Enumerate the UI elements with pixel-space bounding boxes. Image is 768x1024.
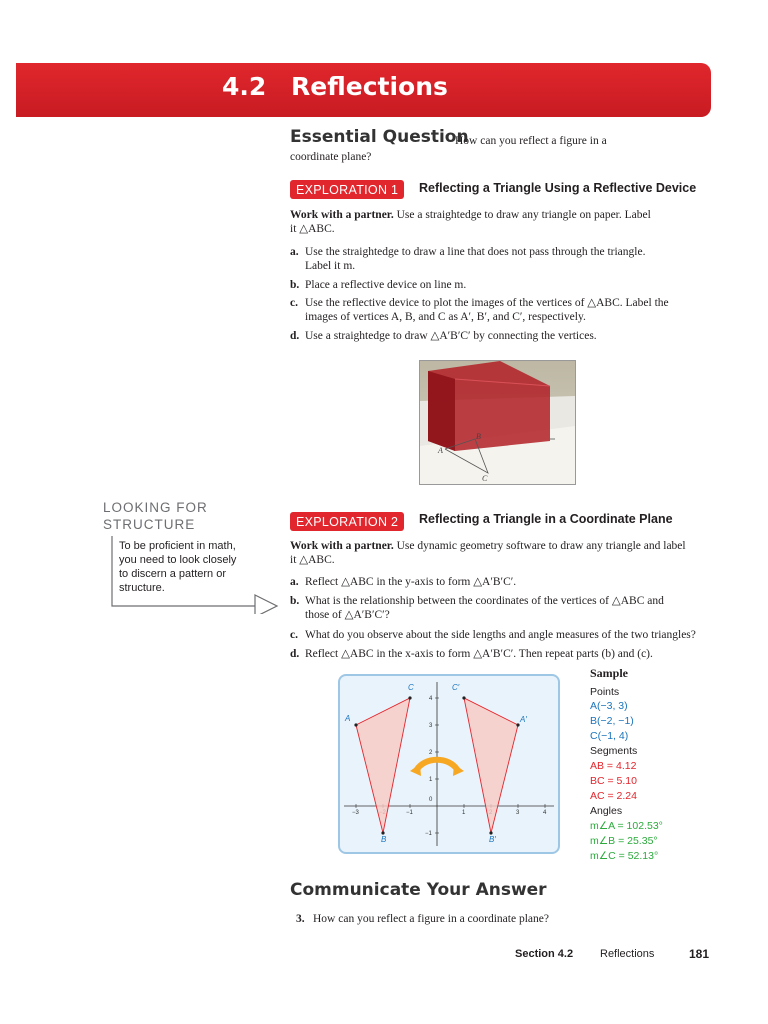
exploration-1-item-d-letter: d. — [290, 330, 300, 342]
footer-section: Section 4.2 — [515, 948, 574, 960]
footer-title: Reflections — [600, 948, 655, 960]
point-c: C(−1, 4) — [590, 730, 629, 742]
angle-b: m∠B = 25.35° — [590, 835, 658, 847]
exploration-1-item-c-line2: images of vertices A, B, and C as A′, B′, and C′, respectively. — [305, 311, 586, 323]
exploration-1-item-b-letter: b. — [290, 279, 300, 291]
y-tick-1: 1 — [429, 777, 433, 783]
lfs-title-line1: LOOKING FOR — [103, 500, 208, 515]
segment-ac: AC = 2.24 — [590, 790, 637, 802]
exploration-2-title: Reflecting a Triangle in a Coordinate Plane — [419, 512, 673, 526]
photo-label-a: A — [438, 446, 443, 455]
exploration-2-intro-line1: Use dynamic geometry software to draw any triangle and label — [396, 540, 686, 552]
exploration-2-item-a-line1: Reflect △ABC in the y-axis to form △A′B′C′. — [305, 576, 517, 588]
exploration-2-item-d-letter: d. — [290, 648, 300, 660]
exploration-1-item-a-letter: a. — [290, 246, 299, 258]
section-title: Reflections — [291, 72, 448, 101]
coordinate-graph-frame — [338, 674, 560, 854]
essential-question-text-2: coordinate plane? — [290, 151, 372, 163]
y-tick-2: 2 — [429, 750, 433, 756]
lfs-title-line2: STRUCTURE — [103, 517, 196, 532]
exploration-1-title: Reflecting a Triangle Using a Reflective Device — [419, 181, 697, 195]
angle-c: m∠C = 52.13° — [590, 850, 659, 862]
section-number: 4.2 — [222, 72, 267, 101]
angles-label: Angles — [590, 805, 623, 817]
vertex-a — [354, 723, 357, 726]
exploration-1-intro-line2: it △ABC. — [290, 223, 335, 235]
points-label: Points — [590, 686, 620, 698]
label-c-prime: C′ — [452, 683, 460, 692]
triangle-abc — [356, 698, 410, 833]
x-tick-4: 4 — [543, 810, 547, 816]
exploration-1-intro-bold: Work with a partner. — [290, 209, 394, 221]
exploration-2-intro-line2: it △ABC. — [290, 554, 335, 566]
exploration-2-item-c-letter: c. — [290, 629, 298, 641]
segments-label: Segments — [590, 745, 638, 757]
exploration-2-item-b-line1: What is the relationship between the coordinates of the vertices of △ABC and — [305, 595, 664, 607]
exploration-1-item-a-line1: Use the straightedge to draw a line that does not pass through the triangle. — [305, 246, 646, 258]
coordinate-graph — [340, 676, 558, 852]
label-a-prime: A′ — [520, 715, 527, 724]
exploration-2-item-b-letter: b. — [290, 595, 300, 607]
segment-ab: AB = 4.12 — [590, 760, 637, 772]
exploration-1-intro — [290, 208, 720, 222]
lfs-line-2: you need to look closely — [119, 554, 237, 566]
exploration-1-intro-line1: Use a straightedge to draw any triangle on paper. Label — [396, 209, 651, 221]
exploration-1-item-d-line1: Use a straightedge to draw △A′B′C′ by connecting the vertices. — [305, 330, 597, 342]
page-number: 181 — [689, 947, 710, 961]
label-b-prime: B′ — [489, 835, 496, 844]
question-text: How can you reflect a figure in a coordinate plane? — [313, 913, 549, 925]
exploration-2-item-d-line1: Reflect △ABC in the x-axis to form △A′B′C′. Then repeat parts (b) and (c). — [305, 648, 653, 660]
lfs-line-1: To be proficient in math, — [119, 540, 236, 552]
question-number: 3. — [296, 913, 305, 925]
point-b: B(−2, −1) — [590, 715, 634, 727]
segment-bc: BC = 5.10 — [590, 775, 637, 787]
photo-label-c: C — [482, 474, 488, 483]
lfs-line-4: structure. — [119, 582, 165, 594]
label-c: C — [408, 683, 414, 692]
essential-question-text-1: How can you reflect a figure in a — [455, 135, 607, 147]
exploration-2-intro-bold: Work with a partner. — [290, 540, 394, 552]
exploration-2-intro — [290, 539, 720, 553]
x-tick-3: 3 — [516, 810, 520, 816]
y-tick-4: 4 — [429, 696, 433, 702]
looking-for-structure-text — [119, 539, 259, 595]
exploration-1-item-b-line1: Place a reflective device on line m. — [305, 279, 467, 291]
exploration-2-item-a-letter: a. — [290, 576, 299, 588]
angle-a: m∠A = 102.53° — [590, 820, 663, 832]
exploration-1-item-c-letter: c. — [290, 297, 298, 309]
vertex-c — [408, 696, 411, 699]
looking-for-structure-title — [103, 499, 243, 533]
lfs-line-3: to discern a pattern or — [119, 568, 227, 580]
x-tick-neg1: −1 — [406, 810, 413, 816]
exploration-2-badge: EXPLORATION 2 — [290, 512, 404, 531]
point-a: A(−3, 3) — [590, 700, 628, 712]
reflective-device-photo — [419, 360, 576, 485]
x-tick-neg3: −3 — [352, 810, 359, 816]
label-a: A — [345, 714, 351, 723]
y-tick-3: 3 — [429, 723, 433, 729]
sample-heading: Sample — [590, 666, 629, 680]
essential-question-heading: Essential Question — [290, 127, 469, 147]
origin-label: 0 — [429, 797, 433, 803]
exploration-1-badge: EXPLORATION 1 — [290, 180, 404, 199]
photo-illustration — [420, 361, 575, 484]
communicate-heading: Communicate Your Answer — [290, 880, 547, 900]
photo-label-b: B — [476, 432, 481, 441]
exploration-2-item-b-line2: those of △A′B′C′? — [305, 609, 390, 621]
x-tick-1: 1 — [462, 810, 466, 816]
exploration-2-item-c-line1: What do you observe about the side lengths and angle measures of the two triangles? — [305, 629, 696, 641]
y-tick-neg1: −1 — [425, 831, 432, 837]
label-b: B — [381, 835, 387, 844]
exploration-1-item-a-line2: Label it m. — [305, 260, 356, 272]
triangle-a-prime-b-prime-c-prime — [464, 698, 518, 833]
vertex-c-prime — [462, 696, 465, 699]
exploration-1-item-c-line1: Use the reflective device to plot the images of the vertices of △ABC. Label the — [305, 297, 669, 309]
